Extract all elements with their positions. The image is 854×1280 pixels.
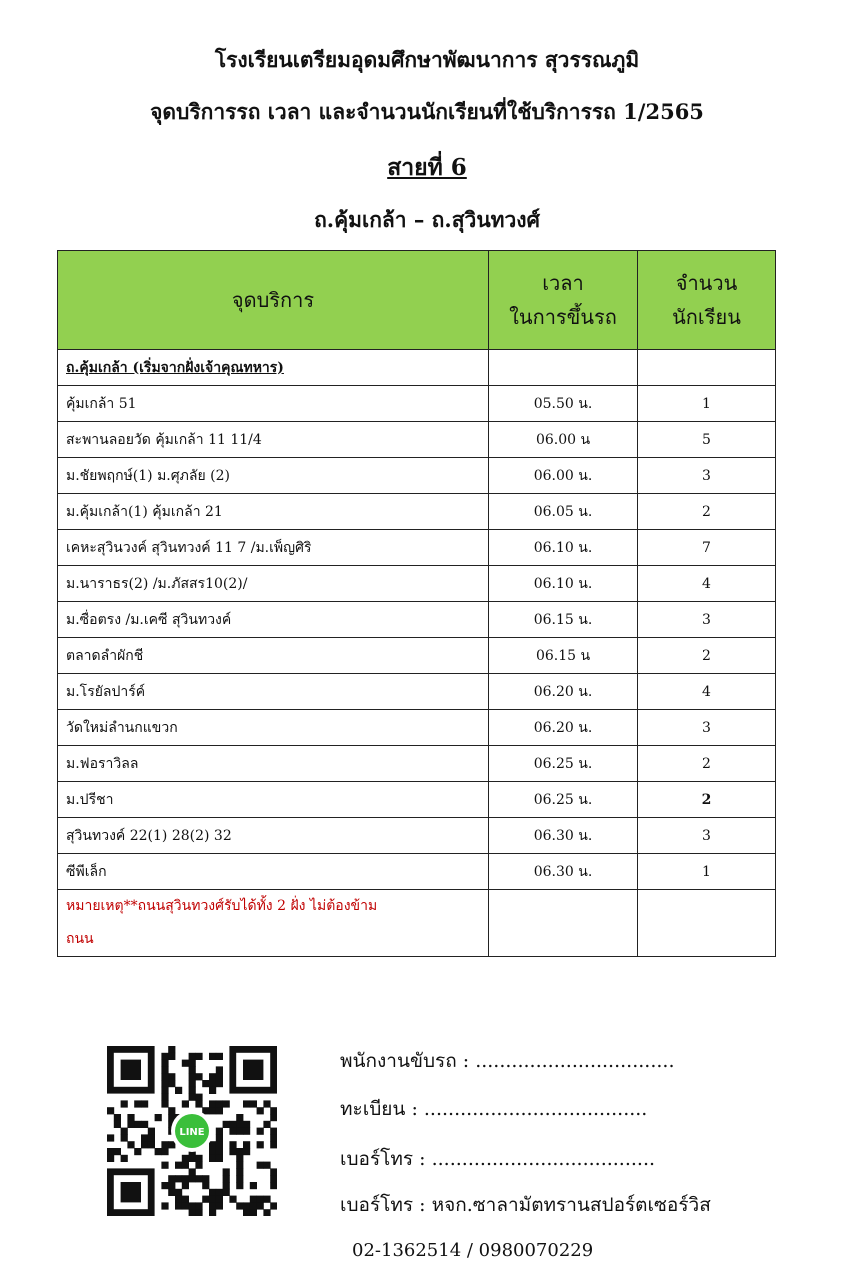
table-row	[58, 458, 776, 494]
cell-time: 06.30 น.	[489, 854, 638, 890]
cell-time: 06.15 น.	[489, 602, 638, 638]
cell-count: 3	[638, 818, 776, 854]
cell-time: 05.50 น.	[489, 386, 638, 422]
cell-point: ม.คุ้มเกล้า(1) คุ้มเกล้า 21	[58, 494, 489, 530]
cell-time: 06.25 น.	[489, 746, 638, 782]
school-name: โรงเรียนเตรียมอุดมศึกษาพัฒนาการ สุวรรณภูมิ	[214, 47, 640, 72]
note-row	[58, 890, 776, 957]
table-row	[58, 746, 776, 782]
cell-point: ซีพีเล็ก	[58, 854, 489, 890]
cell-count: 7	[638, 530, 776, 566]
table-row	[58, 710, 776, 746]
cell-point: วัดใหม่ลำนกแขวก	[58, 710, 489, 746]
company-phone-numbers: 02-1362514 / 0980070229	[352, 1240, 594, 1261]
table-row	[58, 386, 776, 422]
cell-count: 4	[638, 566, 776, 602]
header-point: จุดบริการ	[58, 251, 489, 350]
cell-point: คุ้มเกล้า 51	[58, 386, 489, 422]
line-logo-text: LINE	[179, 1127, 205, 1138]
table-row	[58, 566, 776, 602]
cell-time: 06.20 น.	[489, 674, 638, 710]
document-subtitle: จุดบริการรถ เวลา และจำนวนนักเรียนที่ใช้บริการรถ 1/2565	[150, 99, 704, 124]
section-row	[58, 350, 776, 386]
route-name: ถ.คุ้มเกล้า – ถ.สุวินทวงศ์	[314, 207, 540, 232]
cell-point: ม.นาราธร(2) /ม.ภัสสร10(2)/	[58, 566, 489, 602]
cell-point: ม.ฟอราวิลล	[58, 746, 489, 782]
cell-time: 06.00 น	[489, 422, 638, 458]
phone-blank-line: เบอร์โทร : .....................................	[340, 1148, 656, 1170]
cell-point: ตลาดลำผักชี	[58, 638, 489, 674]
cell-time: 06.10 น.	[489, 530, 638, 566]
cell-time: 06.05 น.	[489, 494, 638, 530]
table-row	[58, 854, 776, 890]
cell-count: 3	[638, 602, 776, 638]
cell-point: สะพานลอยวัด คุ้มเกล้า 11 11/4	[58, 422, 489, 458]
cell-time: 06.30 น.	[489, 818, 638, 854]
cell-time: 06.20 น.	[489, 710, 638, 746]
table-row	[58, 530, 776, 566]
route-number: สายที่ 6	[387, 154, 467, 181]
cell-count: 5	[638, 422, 776, 458]
cell-point: เคหะสุวินวงค์ สุวินทวงค์ 11 7 /ม.เพ็ญศิริ	[58, 530, 489, 566]
table-row	[58, 602, 776, 638]
table-row	[58, 782, 776, 818]
cell-count: 3	[638, 458, 776, 494]
cell-count: 1	[638, 386, 776, 422]
cell-point: ม.ชัยพฤกษ์(1) ม.ศุภลัย (2)	[58, 458, 489, 494]
table-row	[58, 422, 776, 458]
cell-count: 1	[638, 854, 776, 890]
company-line: เบอร์โทร : หจก.ซาลามัตทรานสปอร์ตเซอร์วิส	[340, 1194, 711, 1216]
plate-line: ทะเบียน : .....................................	[340, 1098, 648, 1120]
driver-line: พนักงานขับรถ : .................................	[340, 1050, 675, 1072]
cell-time: 06.25 น.	[489, 782, 638, 818]
schedule-table	[57, 250, 776, 957]
cell-point: ม.ปรีชา	[58, 782, 489, 818]
cell-point: สุวินทวงค์ 22(1) 28(2) 32	[58, 818, 489, 854]
cell-count: 2	[638, 638, 776, 674]
cell-count: 2	[638, 746, 776, 782]
header-time: เวลา ในการขึ้นรถ	[489, 251, 638, 350]
cell-time: 06.10 น.	[489, 566, 638, 602]
table-header-row	[58, 251, 776, 350]
note-text: หมายเหตุ**ถนนสุวินทวงศ์รับได้ทั้ง 2 ฝั่ง ไม่ต้องข้าม ถนน	[58, 890, 489, 957]
header-count: จำนวน นักเรียน	[638, 251, 776, 350]
cell-count: 2	[638, 494, 776, 530]
cell-count: 2	[638, 782, 776, 818]
table-row	[58, 818, 776, 854]
qr-code-icon	[107, 1046, 277, 1216]
cell-time: 06.15 น	[489, 638, 638, 674]
cell-count: 3	[638, 710, 776, 746]
cell-point: ม.โรยัลปาร์ค์	[58, 674, 489, 710]
table-row	[58, 674, 776, 710]
cell-time: 06.00 น.	[489, 458, 638, 494]
section-label: ถ.คุ้มเกล้า (เริ่มจากฝั่งเจ้าคุณทหาร)	[58, 350, 489, 386]
table-row	[58, 638, 776, 674]
cell-count: 4	[638, 674, 776, 710]
cell-point: ม.ซื่อตรง /ม.เคซี สุวินทวงค์	[58, 602, 489, 638]
table-row	[58, 494, 776, 530]
